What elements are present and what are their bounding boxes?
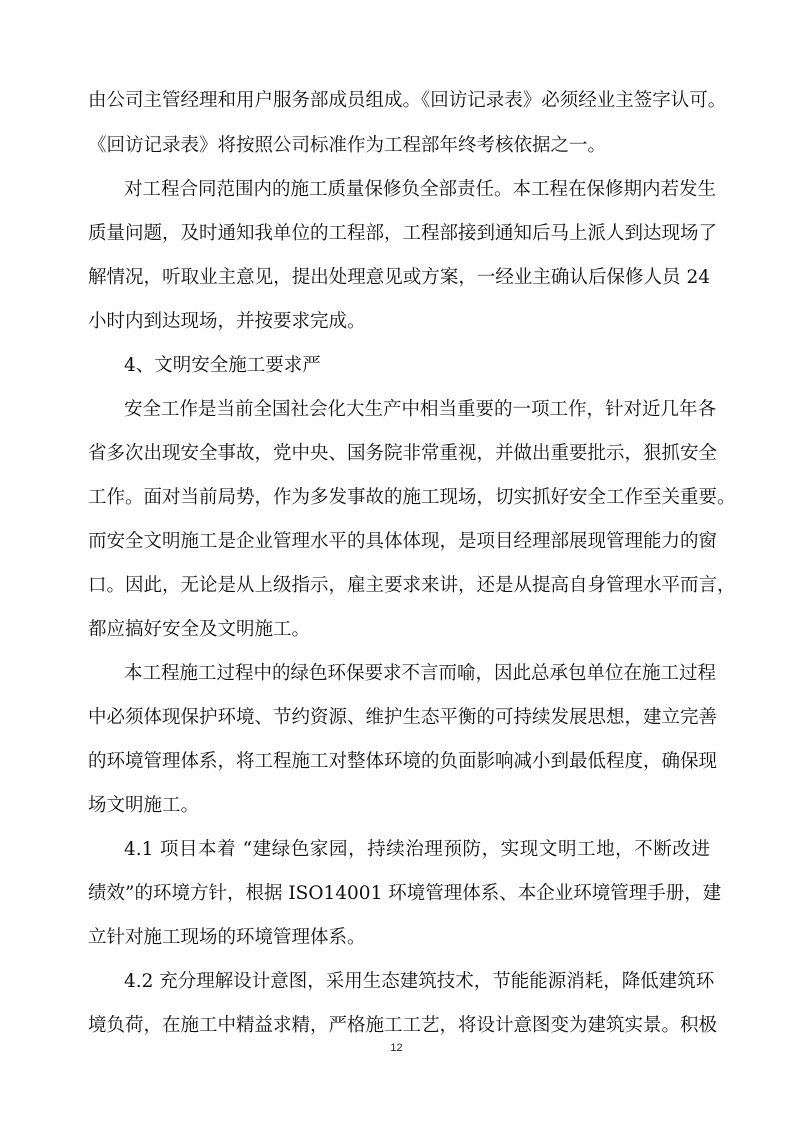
page-number: 12	[390, 1042, 403, 1054]
text-line: 由公司主管经理和用户服务部成员组成。《回访记录表》必须经业主签字认可。	[88, 90, 727, 111]
text-line: 口。因此，无论是从上级指示，雇主要求来讲，还是从提高自身管理水平而言，	[88, 575, 736, 596]
text-line: 省多次出现安全事故，党中央、国务院非常重视，并做出重要批示，狠抓安全	[88, 443, 718, 464]
text-line: 4.1 项目本着 “建绿色家园，持续治理预防，实现文明工地，不断改进	[124, 839, 710, 860]
text-line: 安全工作是当前全国社会化大生产中相当重要的一项工作，针对近几年各	[124, 399, 717, 420]
text-line: 境负荷，在施工中精益求精，严格施工工艺，将设计意图变为建筑实景。积极	[88, 1015, 718, 1036]
text-line: 立针对施工现场的环境管理体系。	[88, 927, 366, 948]
text-line: 工作。面对当前局势，作为多发事故的施工现场，切实抓好安全工作至关重要。	[88, 487, 736, 508]
text-line: 而安全文明施工是企业管理水平的具体体现，是项目经理部展现管理能力的窗	[88, 531, 718, 552]
text-line: 中必须体现保护环境、节约资源、维护生态平衡的可持续发展思想，建立完善	[88, 707, 718, 728]
text-line: 《回访记录表》将按照公司标准作为工程部年终考核依据之一。	[88, 135, 607, 156]
text-line: 本工程施工过程中的绿色环保要求不言而喻，因此总承包单位在施工过程	[124, 663, 717, 684]
text-line: 都应搞好安全及文明施工。	[88, 619, 311, 640]
text-line: 小时内到达现场，并按要求完成。	[88, 311, 366, 332]
section-heading: 4、文明安全施工要求严	[124, 355, 321, 376]
text-line: 对工程合同范围内的施工质量保修负全部责任。本工程在保修期内若发生	[124, 179, 717, 200]
text-line: 绩效”的环境方针，根据 ISO14001 环境管理体系、本企业环境管理手册，建	[88, 883, 722, 904]
text-line: 的环境管理体系，将工程施工对整体环境的负面影响减小到最低程度，确保现	[88, 751, 718, 772]
text-line: 质量问题，及时通知我单位的工程部，工程部接到通知后马上派人到达现场了	[88, 223, 718, 244]
text-line: 场文明施工。	[88, 795, 200, 816]
text-line: 解情况，听取业主意见，提出处理意见或方案，一经业主确认后保修人员 24	[88, 267, 710, 288]
text-line: 4.2 充分理解设计意图，采用生态建筑技术，节能能源消耗，降低建筑环	[124, 971, 715, 992]
